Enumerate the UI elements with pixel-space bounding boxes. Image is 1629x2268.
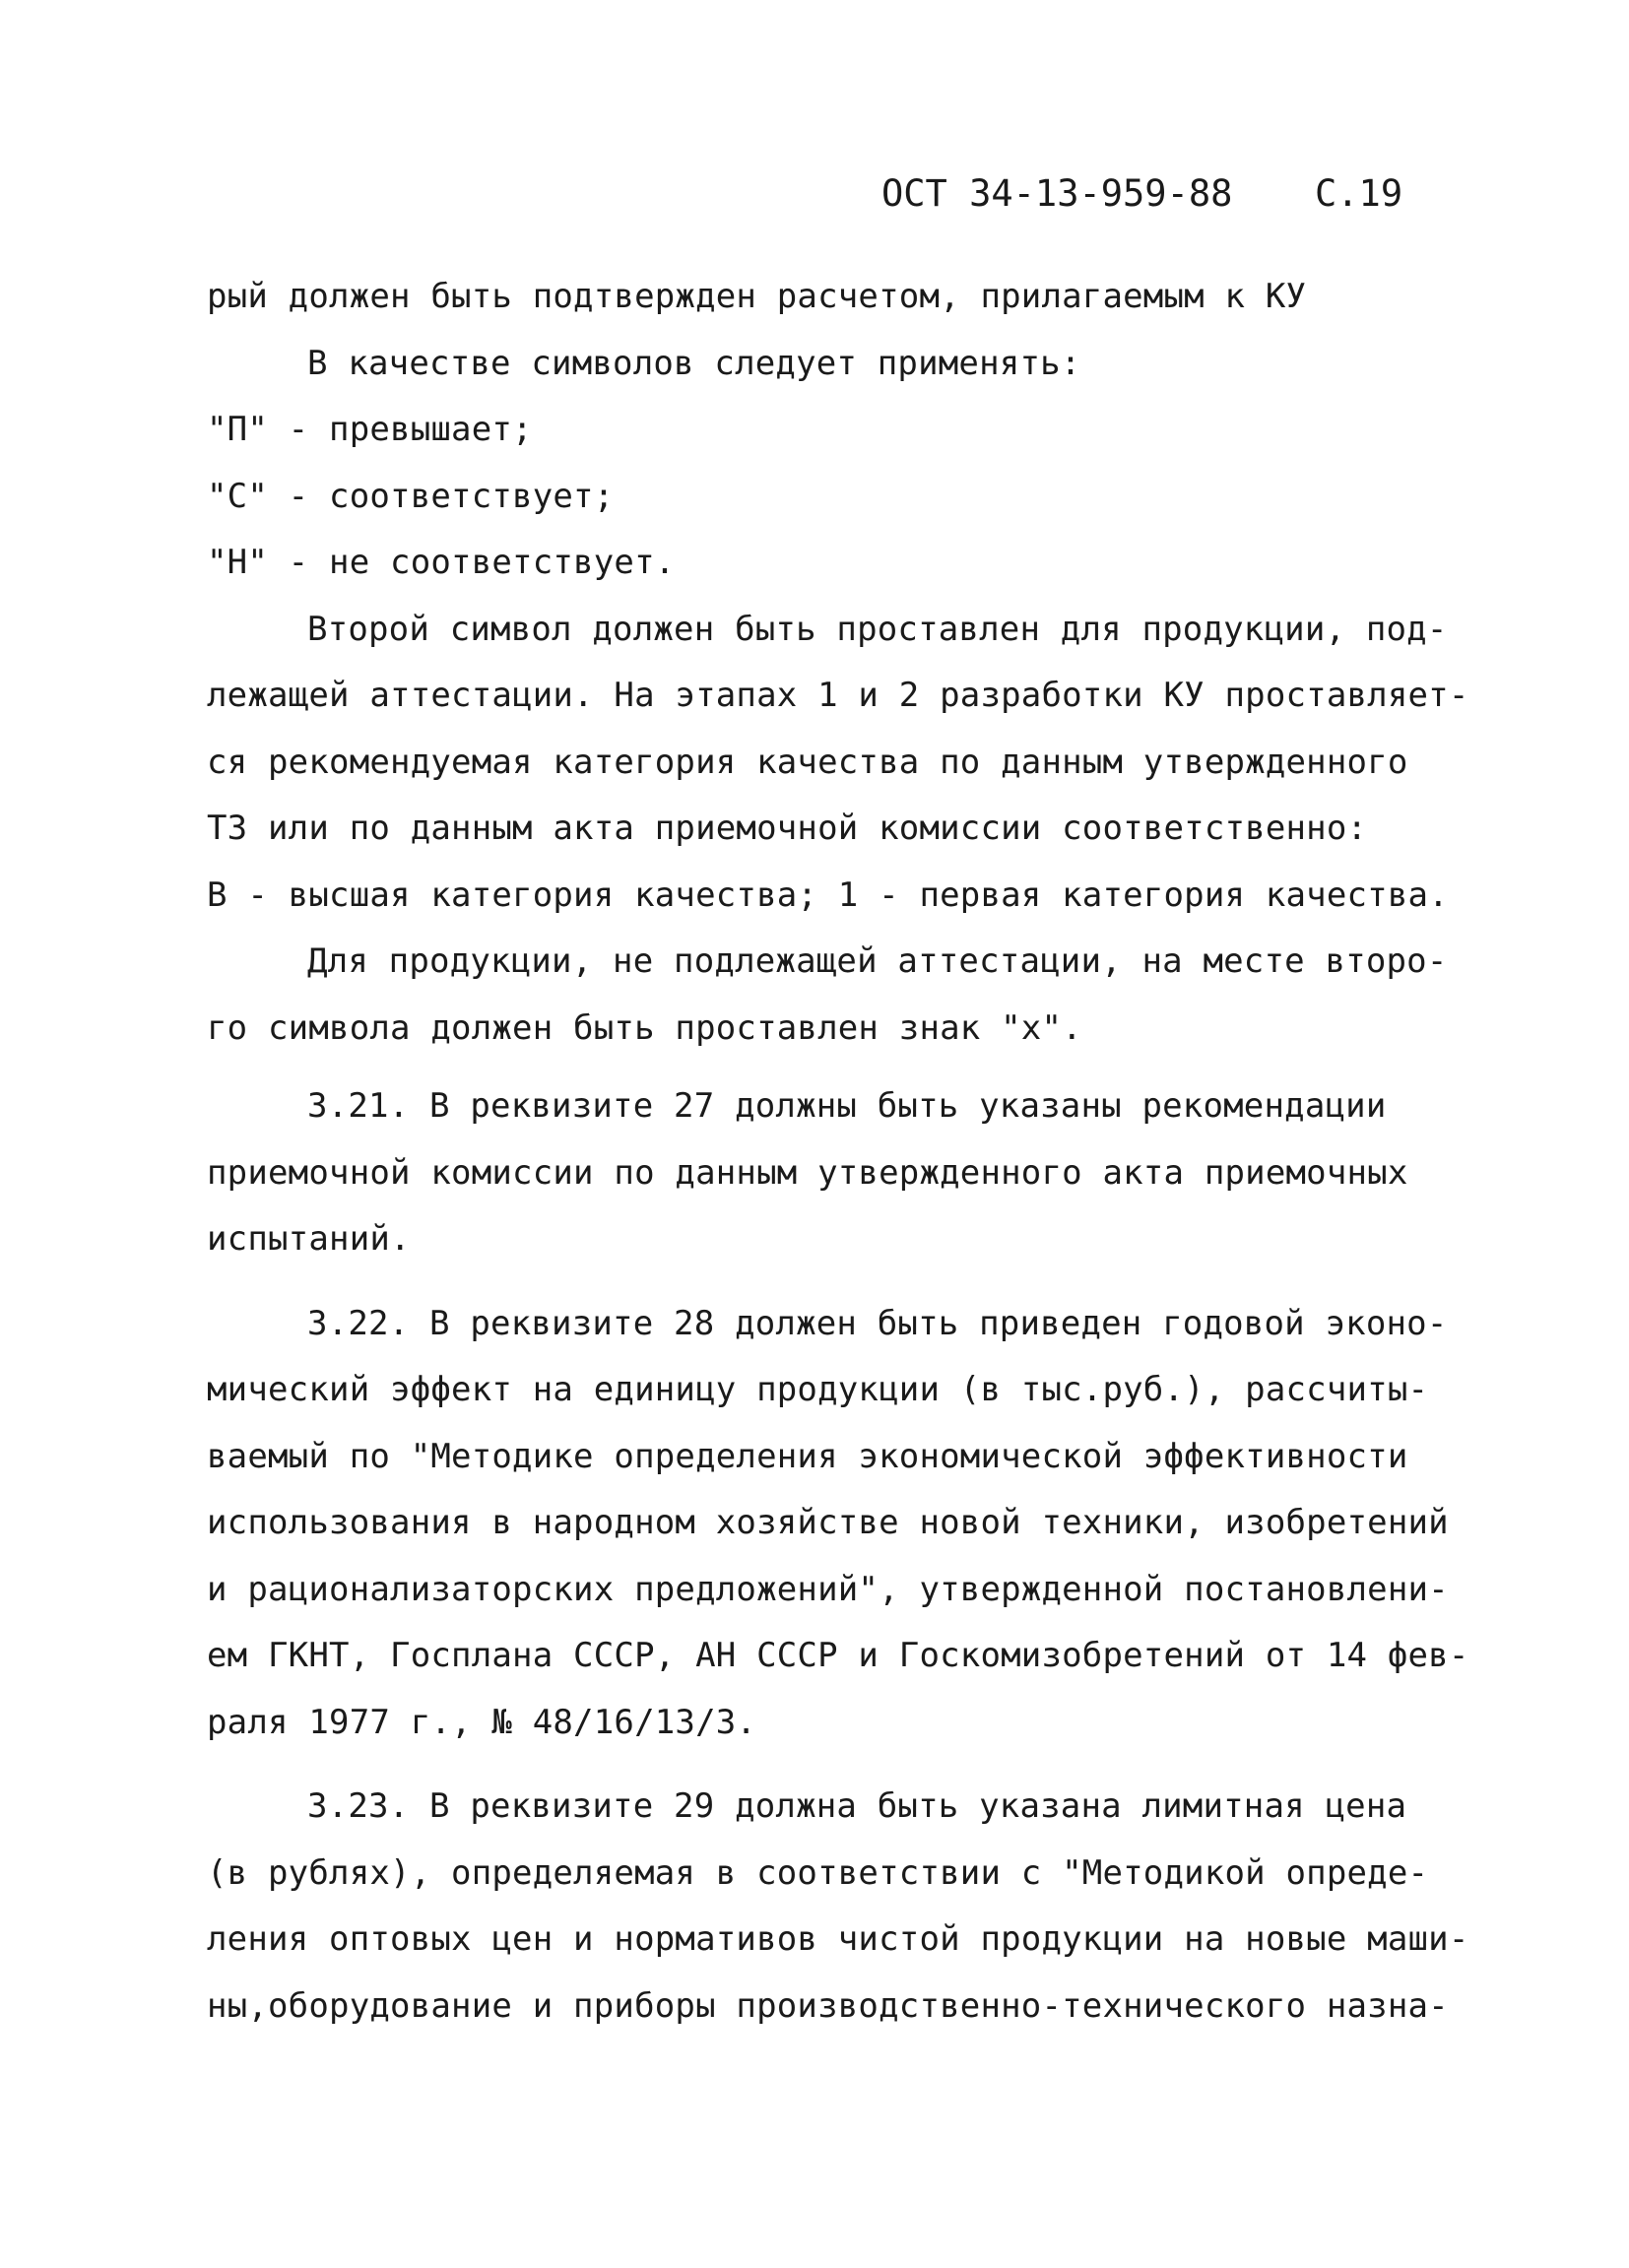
section-3-23-heading: 3.23. В реквизите 29 должна быть указана лимитная цена — [307, 1786, 1407, 1826]
text-line: "П" - превышает; — [207, 410, 533, 449]
text-line: лежащей аттестации. На этапах 1 и 2 разработки КУ проставляет- — [207, 676, 1469, 715]
text-line: го символа должен быть проставлен знак "х". — [207, 1007, 1082, 1048]
text-line: использования в народном хозяйстве новой техники, изобретений — [207, 1503, 1449, 1542]
page-header — [881, 169, 1433, 219]
text-line: ления оптовых цен и нормативов чистой продукции на новые маши- — [207, 1919, 1469, 1959]
text-line: мический эффект на единицу продукции (в тыс.руб.), рассчиты- — [207, 1370, 1429, 1409]
text-line: В - высшая категория качества; 1 - первая категория качества. — [207, 875, 1449, 915]
text-line: "С" - соответствует; — [207, 476, 615, 516]
text-line: испытаний. — [207, 1219, 411, 1259]
text-line: В качестве символов следует применять: — [307, 343, 1081, 383]
text-line: ем ГКНТ, Госплана СССР, АН СССР и Госкомизобретений от 14 фев- — [207, 1636, 1469, 1675]
text-line: (в рублях), определяемая в соответствии с "Методикой опреде- — [207, 1852, 1429, 1893]
document-code: ОСТ 34-13-959-88 — [881, 172, 1233, 215]
text-line: рый должен быть подтвержден расчетом, прилагаемым к КУ — [207, 277, 1307, 316]
text-line: ся рекомендуемая категория качества по данным утвержденного — [207, 742, 1408, 782]
text-line: "Н" - не соответствует. — [207, 543, 676, 582]
text-line: ТЗ или по данным акта приемочной комиссии соответственно: — [207, 809, 1368, 848]
text-line: ваемый по "Методике определения экономической эффективности — [207, 1436, 1408, 1476]
section-3-21-heading: 3.21. В реквизите 27 должны быть указаны рекомендации — [307, 1086, 1387, 1126]
text-line: Для продукции, не подлежащей аттестации, на месте второ- — [307, 941, 1448, 981]
text-line: и рационализаторских предложений", утвержденной постановлени- — [207, 1569, 1449, 1609]
page-number: С.19 — [1315, 172, 1403, 215]
body-text — [207, 264, 1469, 2040]
text-line: раля 1977 г., № 48/16/13/3. — [207, 1702, 757, 1742]
text-line: ны,оборудование и приборы производственно-технического назна- — [207, 1985, 1449, 2026]
text-line: приемочной комиссии по данным утвержденного акта приемочных — [207, 1152, 1408, 1193]
section-3-22-heading: 3.22. В реквизите 28 должен быть приведен годовой эконо- — [307, 1303, 1448, 1343]
text-line: Второй символ должен быть проставлен для продукции, под- — [307, 609, 1448, 649]
